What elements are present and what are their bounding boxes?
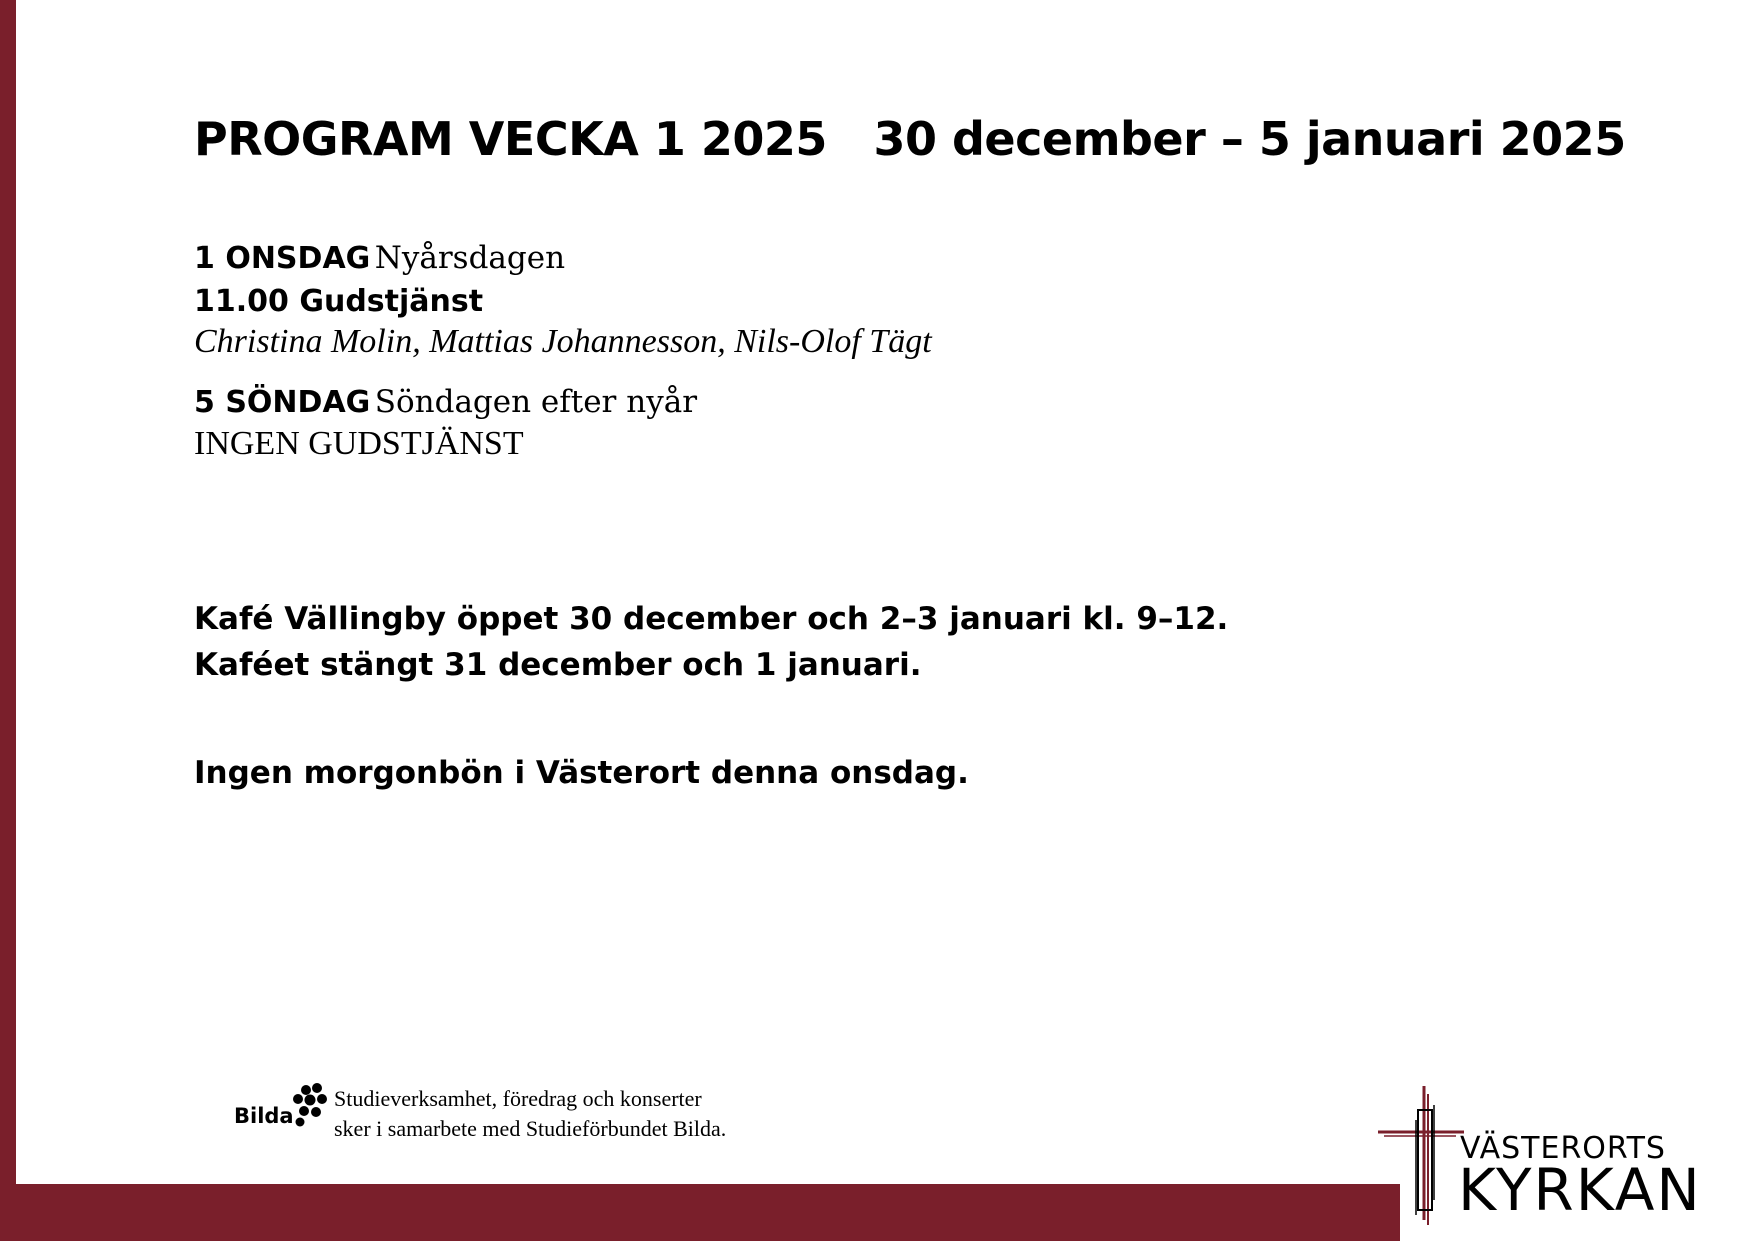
cross-logo-icon [1370,1080,1470,1230]
notice-morning-prayer: Ingen morgonbön i Västerort denna onsdag. [194,755,969,791]
bilda-logo-text: Bilda [234,1104,294,1128]
event-info-2: INGEN GUDSTJÄNST [194,425,524,462]
event-day-note: Söndagen efter nyår [374,384,698,420]
event-day-2 [194,384,697,420]
page-title: PROGRAM VECKA 1 2025 30 december – 5 januari 2025 [194,112,1626,166]
event-day-label: 5 SÖNDAG [194,385,371,420]
church-logo-line-2: KYRKAN [1458,1156,1702,1224]
bottom-accent-bar [0,1184,1400,1241]
left-accent-bar [0,0,16,1241]
bilda-info [334,1084,726,1144]
event-day-1 [194,240,565,276]
bilda-info-line-1: Studieverksamhet, föredrag och konserter [334,1086,702,1111]
notice-cafe-open: Kafé Vällingby öppet 30 december och 2–3 januari kl. 9–12. [194,601,1229,637]
event-day-note: Nyårsdagen [374,240,566,276]
bilda-info-line-2: sker i samarbete med Studieförbundet Bilda. [334,1116,727,1141]
notice-cafe-closed: Kaféet stängt 31 december och 1 januari. [194,647,922,683]
church-logo [1370,1080,1700,1230]
event-day-label: 1 ONSDAG [194,241,371,276]
event-service-1: 11.00 Gudstjänst [194,284,484,319]
event-people-1: Christina Molin, Mattias Johannesson, Nils-Olof Tägt [194,323,932,360]
bilda-logo [234,1082,334,1132]
church-logo-line-1: VÄSTERORTS [1460,1131,1666,1166]
